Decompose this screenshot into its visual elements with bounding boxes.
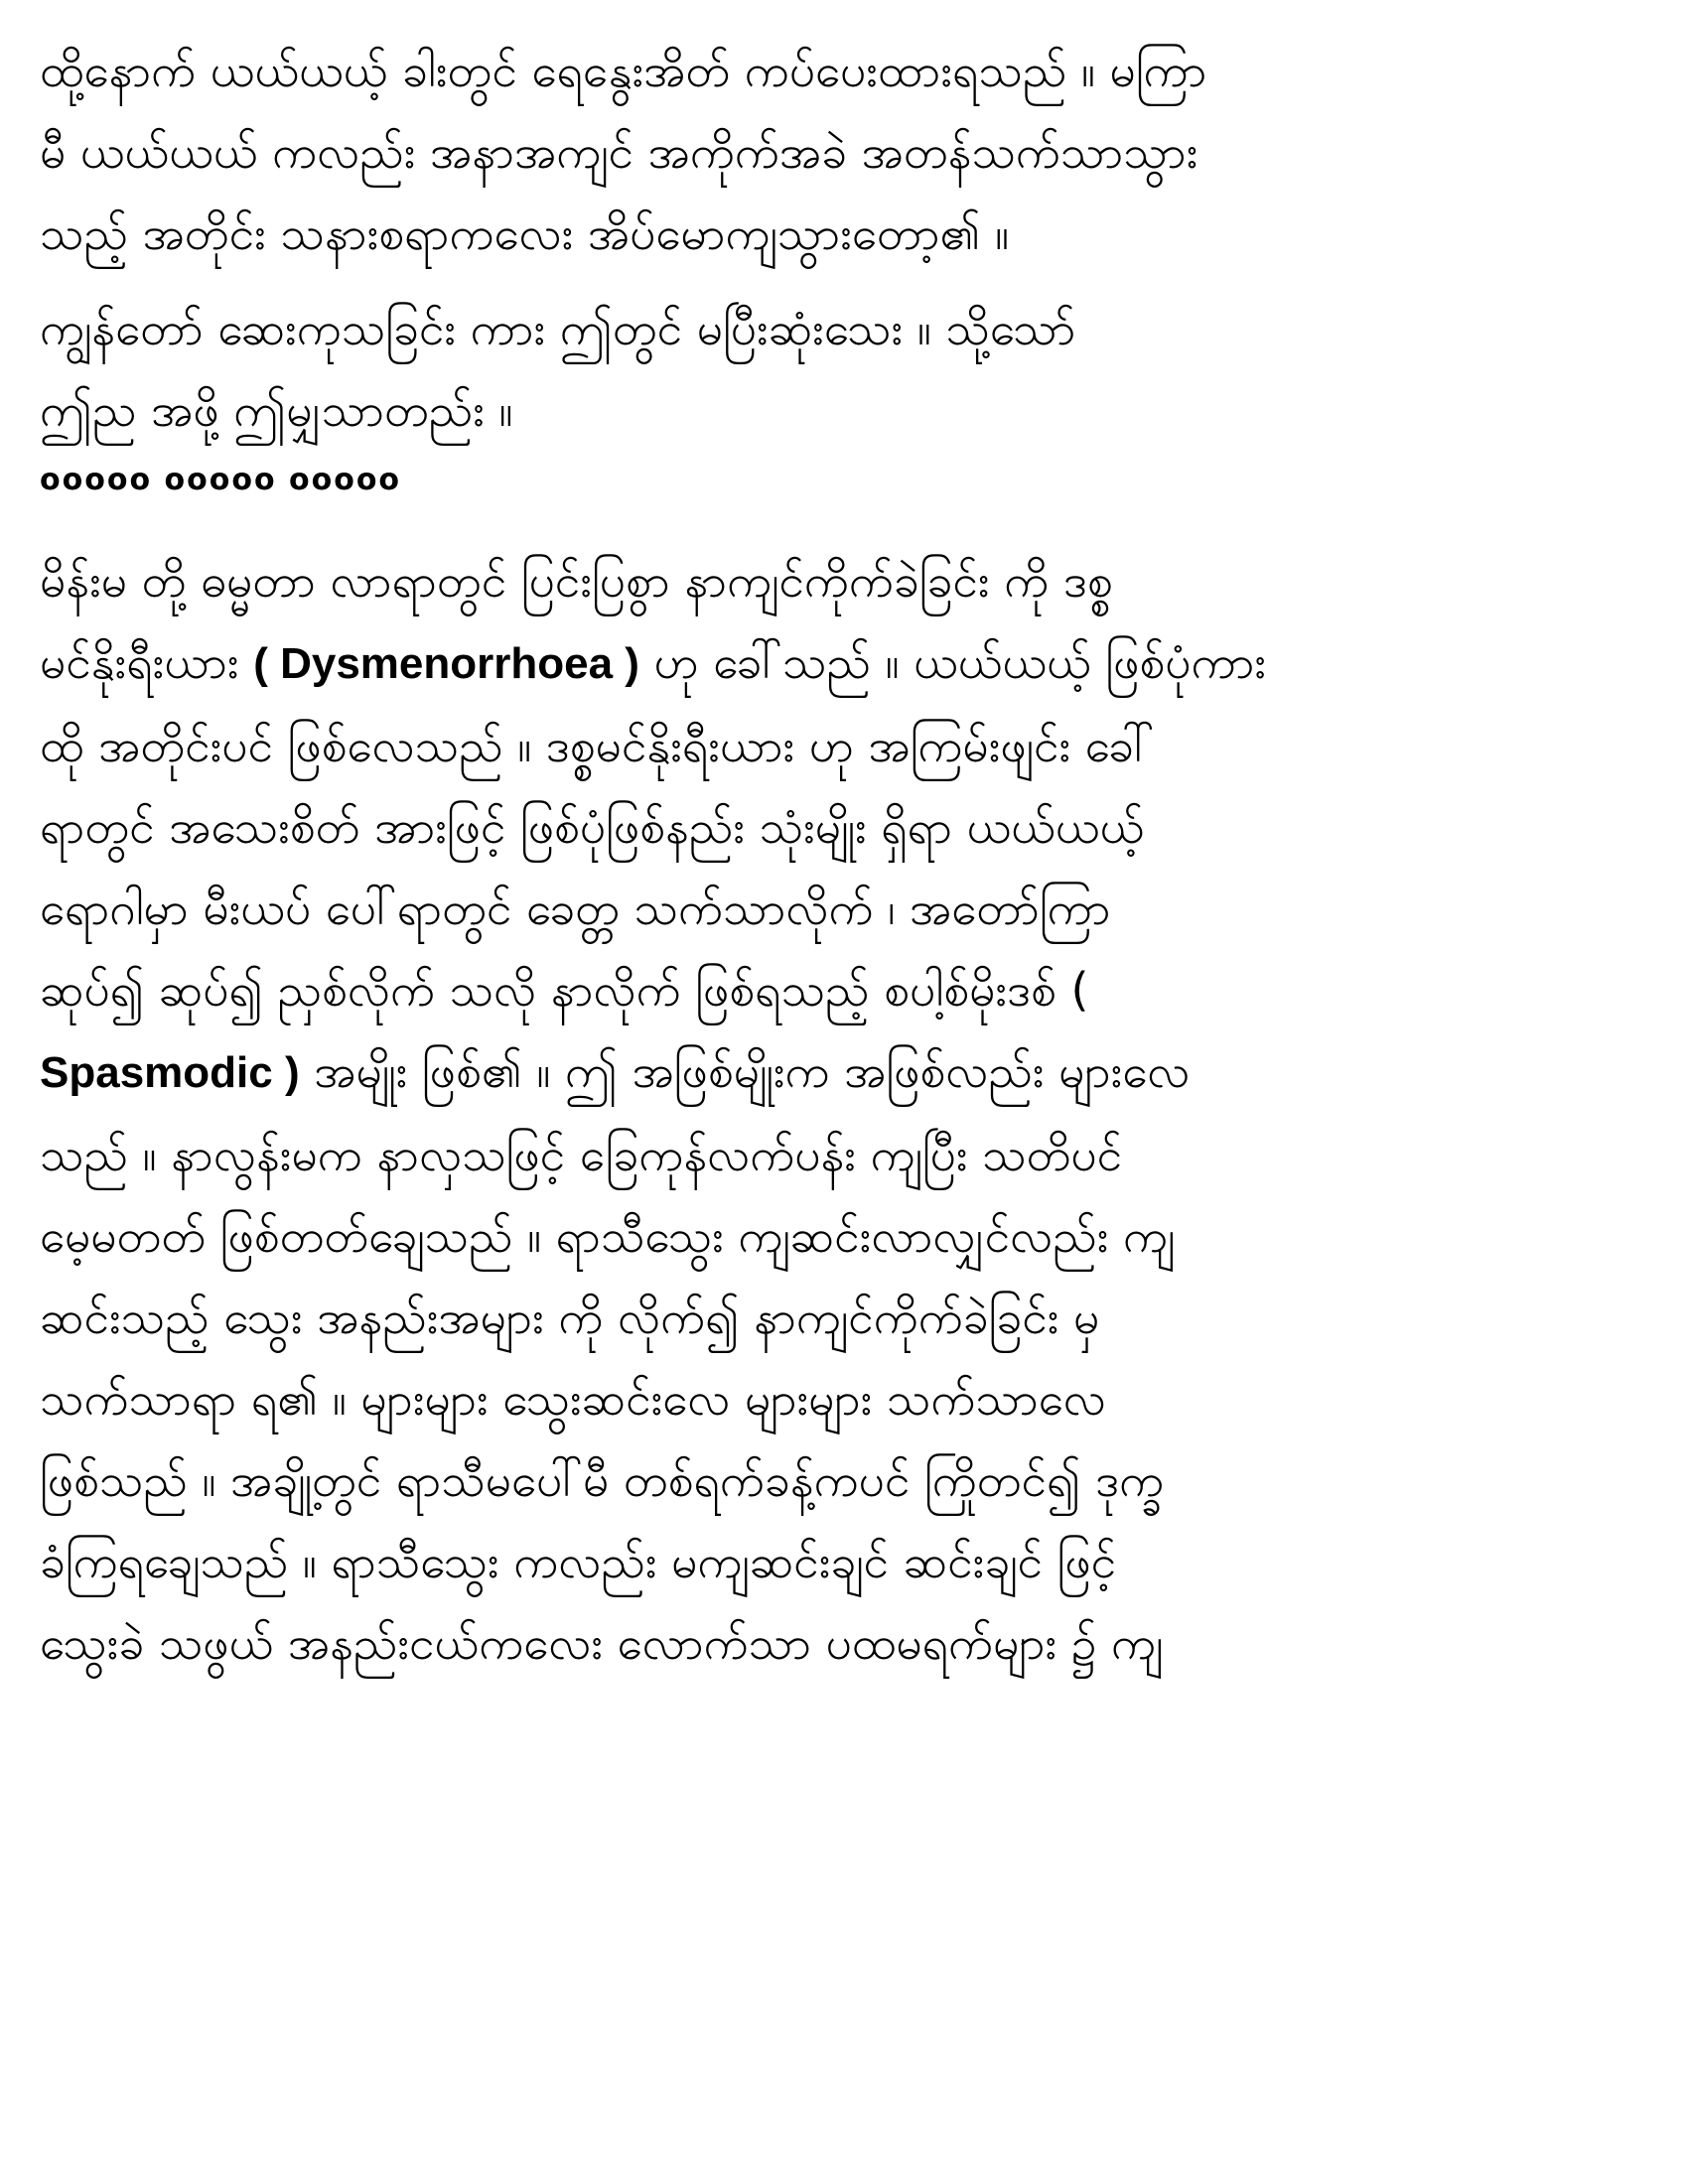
text-line [40, 621, 1668, 705]
text-line: ဆုပ်၍ ဆုပ်၍ ညှစ်လိုက် သလို နာလိုက် ဖြစ်ရသည့် စပါ့စ်မိုးဒစ် ( [40, 963, 1089, 1017]
text-line: ရာတွင် အသေးစိတ် အားဖြင့် ဖြစ်ပုံဖြစ်နည်း သုံးမျိုး ရှိရာ ယယ်ယယ့် [40, 800, 1145, 854]
text-line: ကျွန်တော် ဆေးကုသခြင်း ကား ဤတွင် မပြီးဆုံးသေး ။ သို့သော် [40, 302, 1076, 355]
text-line: သွေးခဲ သဖွယ် အနည်းငယ်ကလေး လောက်သာ ပထမရက်များ ၌ ကျ [40, 1616, 1164, 1670]
text-line: ဤည အဖို့ ဤမျှသာတည်း ။ [40, 383, 513, 437]
paragraph-3 [40, 540, 1668, 1684]
document-page [40, 30, 1668, 2174]
text-line: မေ့မတတ် ဖြစ်တတ်ချေသည် ။ ရာသီသွေး ကျဆင်းလာလျှင်လည်း ကျ [40, 1209, 1176, 1263]
text-line: ခံကြရချေသည် ။ ရာသီသွေး ကလည်း မကျဆင်းချင် ဆင်းချင် ဖြင့် [40, 1535, 1117, 1588]
medical-term: Spasmodic ) [40, 1048, 300, 1097]
text-line: သည့် အတိုင်း သနားစရာကလေး အိပ်မောကျသွားတော့၏ ။ [40, 206, 1010, 260]
text-line: မီ ယယ်ယယ် ကလည်း အနာအကျင် အကိုက်အခဲ အတန်သက်သာသွား [40, 125, 1198, 179]
text-line: ထို့နောက် ယယ်ယယ့် ခါးတွင် ရေနွေးအိတ် ကပ်ပေးထားရသည် ။ မကြာ [40, 44, 1207, 97]
text-line: သက်သာရာ ရ၏ ။ များများ သွေးဆင်းလေ များများ သက်သာလေ [40, 1372, 1106, 1426]
text-line: ထို အတိုင်းပင် ဖြစ်လေသည် ။ ဒစ္စမင်နိုးရီးယား ဟု အကြမ်းဖျင်း ခေါ် [40, 719, 1155, 772]
text-segment: အမျိုး ဖြစ်၏ ။ ဤ အဖြစ်မျိုးက အဖြစ်လည်း များလေ [299, 1044, 1191, 1098]
text-line: ဆင်းသည့် သွေး အနည်းအများ ကို လိုက်၍ နာကျင်ကိုက်ခဲခြင်း မှ [40, 1291, 1100, 1344]
text-line: ဖြစ်သည် ။ အချို့တွင် ရာသီမပေါ်မီ တစ်ရက်ခန့်ကပင် ကြိုတင်၍ ဒုက္ခ [40, 1453, 1165, 1507]
text-line: ရောဂါမှာ မီးယပ် ပေါ်ရာတွင် ခေတ္တ သက်သာလိုက် ၊ အတော်ကြာ [40, 882, 1111, 935]
medical-term: ( Dysmenorrhoea ) [253, 639, 639, 688]
section-separator: ooooo ooooo ooooo [40, 463, 402, 497]
paragraph-2 [40, 288, 1668, 451]
text-line: သည် ။ နာလွန်းမက နာလှသဖြင့် ခြေကုန်လက်ပန်း ကျပြီး သတိပင် [40, 1128, 1123, 1181]
paragraph-1 [40, 30, 1668, 274]
text-line [40, 1030, 1668, 1114]
text-segment: ဟု ခေါ်သည် ။ ယယ်ယယ့် ဖြစ်ပုံကား [638, 635, 1267, 689]
text-segment: မင်နိုးရီးယား [40, 635, 254, 689]
text-line: မိန်းမ တို့ ဓမ္မတာ လာရာတွင် ပြင်းပြစွာ နာကျင်ကိုက်ခဲခြင်း ကို ဒစ္စ [40, 554, 1113, 608]
